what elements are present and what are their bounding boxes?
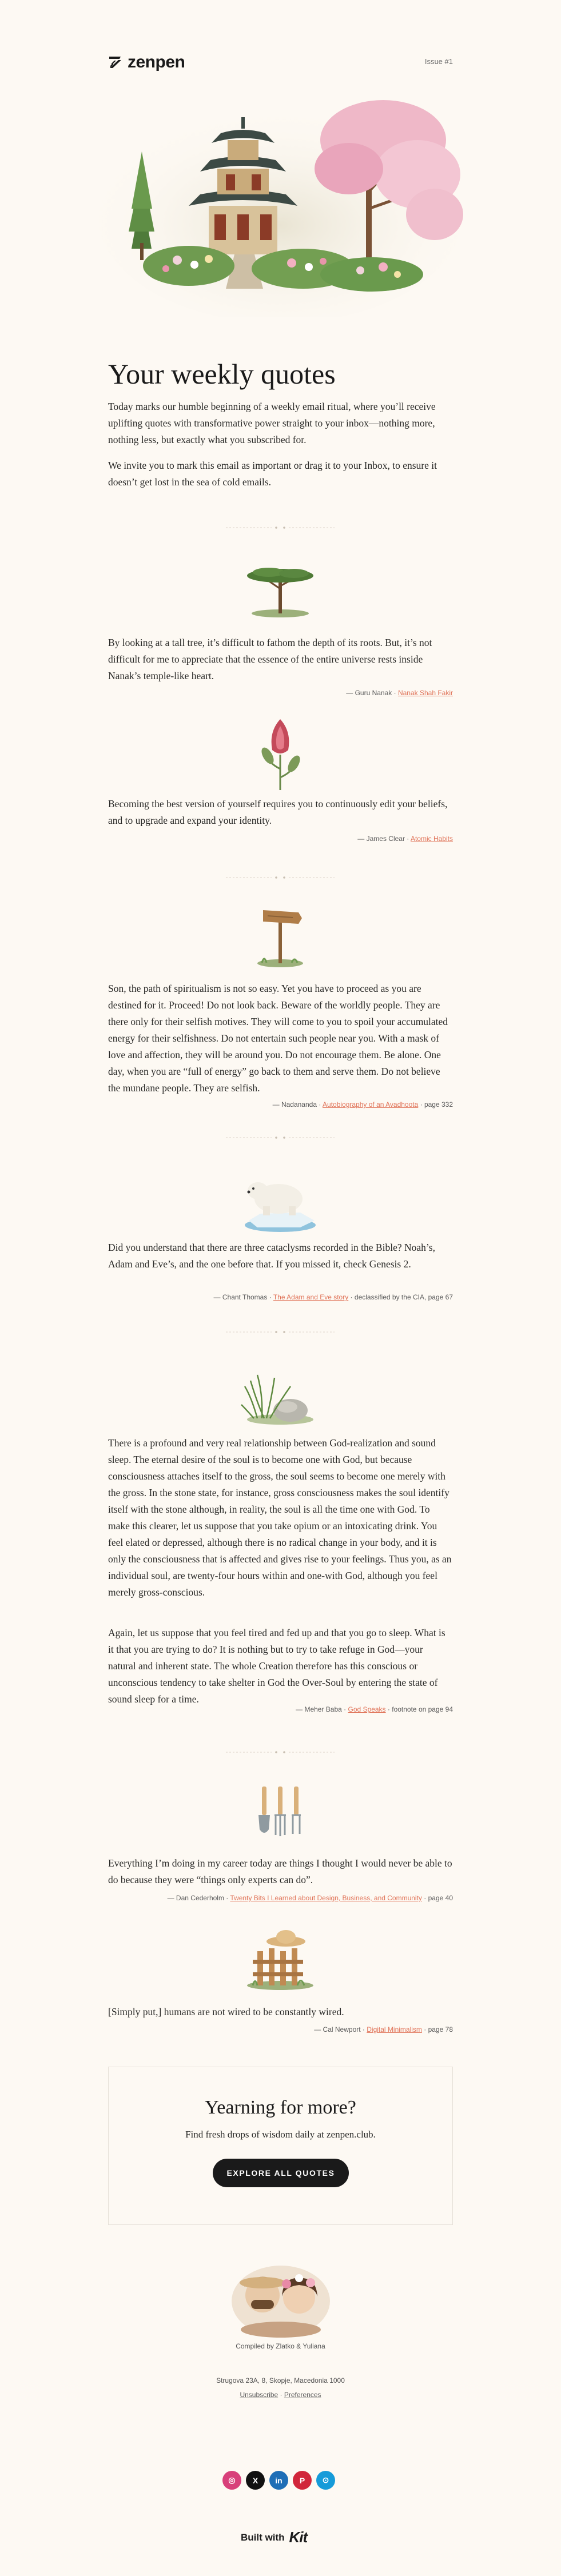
quote-citation: — Nadananda · Autobiography of an Avadhoota · page 332 [272,1100,453,1108]
website-icon[interactable]: ⊙ [316,2471,335,2490]
quote-source-link[interactable]: God Speaks [348,1705,386,1713]
fence-and-hat-illustration [240,1925,320,1991]
zenpen-logo-icon [108,55,123,70]
preferences-link[interactable]: Preferences [284,2391,321,2399]
section-divider [226,875,335,880]
quote-author: — Cal Newport [314,2025,361,2033]
quote-author: — Nadananda [272,1100,317,1108]
brand-logo[interactable] [108,53,185,72]
quote-author: — Dan Cederholm [167,1894,224,1902]
quote-citation: — Dan Cederholm · Twenty Bits I Learned about Design, Business, and Community · page 40 [167,1894,453,1902]
linkedin-icon[interactable]: in [269,2471,288,2490]
quote-citation: — Guru Nanak · Nanak Shah Fakir [346,689,453,697]
quote-citation: — James Clear · Atomic Habits [357,835,453,843]
email-header [108,53,453,75]
section-divider [226,1135,335,1141]
built-with-label: Built with [241,2531,285,2543]
intro-paragraph-1: Today marks our humble beginning of a weekly email ritual, where you’ll receive uplifting quotes with transformative power straight to your inbox—nothing more, nothing less, but exactly what you subscribed for. [108,401,436,445]
quote-text: Becoming the best version of yourself requires you to continuously edit your beliefs, and to upgrade and expand your identity. [108,798,448,826]
quote-citation: — Cal Newport · Digital Minimalism · page 78 [314,2025,453,2033]
quote-text: [Simply put,] humans are not wired to be constantly wired. [108,2006,344,2017]
brand-name: zenpen [128,53,185,71]
quote-text: Everything I’m doing in my career today are things I thought I would never be able to do because they were “things only experts can do”. [108,1857,452,1885]
hero-pagoda-garden-image [97,77,464,317]
quote-author: — Chant Thomas [213,1293,268,1301]
kit-logo: Kit [289,2529,308,2546]
cta-title: Yearning for more? [205,2097,356,2118]
quote-author: — Meher Baba [296,1705,342,1713]
wooden-signpost-illustration [252,903,309,969]
quote-text: Son, the path of spiritualism is not so easy. Yet you have to proceed as you are destined for it. Proceed! Do not look back. Beware of the worldly people. They are there only for their selfish motives. They will come to you to spoil your accumulated energy for their selfishness. Do not entertain such people near you. With a mask of love and affection, they will be around you. Do not encourage them. Be alone. One day, when you are “full of energy” go back to them and serve them. Do not believe the mundane people. They are selfish. [108,983,448,1094]
intro-paragraph-2: We invite you to mark this email as important or drag it to your Inbox, to ensure it doesn’t get lost in the sea of cold emails. [108,460,437,488]
mailing-address: Strugova 23A, 8, Skopje, Macedonia 1000 [216,2376,345,2384]
protea-flower-illustration [252,715,309,792]
quote-citation: — Meher Baba · God Speaks · footnote on page 94 [296,1705,453,1713]
quote-text-continued: Again, let us suppose that you feel tired and fed up and that you go to sleep. What is it that you are trying to do? It is nothing but to try to take refuge in God—your natural and inherent state. The whole Creation therefore has this conscious or unconscious tendency to take shelter in God the Over-Soul by entering the state of sound sleep for a time. [108,1627,445,1705]
quote-text: There is a profound and very real relationship between God-realization and sound sleep. The eternal desire of the soul is to become one with God, but because consciousness attaches itself to the gross, the soul seems to become one merely with the gross. In the stone state, for instance, gross consciousness makes the soul identify itself with the stone although, in reality, the soul is all the time one with God. To make this clearer, let us suppose that you take opium or an intoxicating drink. You feel elated or depressed, although there is no radical change in your body, and it is only the consciousness that is affected and gives rise to your feelings. Thus you, as an individual soul, are twenty-four hours within and one-with God, although you feel merely gross-conscious. [108,1437,452,1598]
footer-link-separator: · [280,2391,283,2399]
social-links [222,2471,339,2490]
pinterest-icon[interactable]: P [293,2471,312,2490]
compiled-by-credit: Compiled by Zlatko & Yuliana [236,2342,325,2350]
quote-author: — James Clear [357,835,405,843]
quote-text: By looking at a tall tree, it’s difficult to fathom the depth of its roots. But, it’s not difficult for me to appreciate that the essence of the entire universe rests inside Nanak’s temple-like heart. [108,637,432,681]
quote-source-link[interactable]: Autobiography of an Avadhoota [323,1100,419,1108]
footer-links [0,2391,561,2399]
explore-all-quotes-button[interactable]: EXPLORE ALL QUOTES [213,2159,349,2187]
authors-portrait-illustration [229,2255,332,2338]
cta-subtitle: Find fresh drops of wisdom daily at zenpen.club. [185,2129,376,2140]
polar-bear-on-ice-illustration [237,1163,323,1235]
built-with-kit-badge[interactable] [241,2529,307,2546]
quote-page: declassified by the CIA, page 67 [354,1293,453,1301]
issue-number: Issue #1 [424,57,453,66]
quote-page: page 332 [424,1100,453,1108]
section-divider [226,525,335,531]
acacia-tree-illustration [240,563,320,619]
x-icon[interactable]: X [246,2471,265,2490]
garden-tools-illustration [252,1784,309,1847]
quote-text: Did you understand that there are three cataclysms recorded in the Bible? Noah’s, Adam and Eve’s, and the one before that. If you missed it, check Genesis 2. [108,1242,435,1270]
quote-source-link[interactable]: Twenty Bits I Learned about Design, Business, and Community [230,1894,422,1902]
quote-source-link[interactable]: Atomic Habits [410,835,453,843]
unsubscribe-link[interactable]: Unsubscribe [240,2391,278,2399]
section-divider [226,1329,335,1335]
instagram-icon[interactable]: ◎ [222,2471,241,2490]
quote-author: — Guru Nanak [346,689,392,697]
section-divider [226,1749,335,1755]
quote-page: footnote on page 94 [392,1705,453,1713]
grass-and-rock-illustration [240,1363,320,1426]
quote-source-link[interactable]: Digital Minimalism [367,2025,422,2033]
quote-page: page 78 [428,2025,453,2033]
quote-source-link[interactable]: The Adam and Eve story [273,1293,349,1301]
cta-box [108,2067,453,2225]
page-title: Your weekly quotes [108,358,336,390]
quote-source-link[interactable]: Nanak Shah Fakir [397,689,453,697]
quote-citation: — Chant Thomas · The Adam and Eve story · declassified by the CIA, page 67 [213,1293,453,1301]
quote-page: page 40 [428,1894,453,1902]
